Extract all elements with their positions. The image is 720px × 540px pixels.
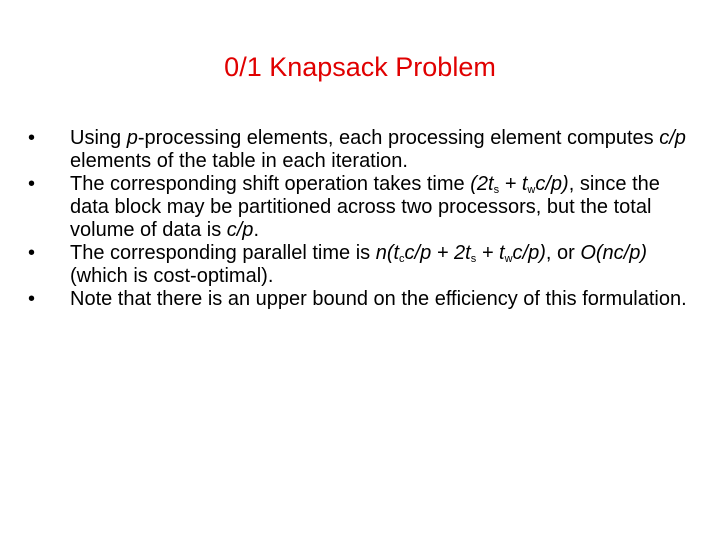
text-run: , or	[545, 242, 581, 264]
italic-run: c/p)	[512, 242, 546, 264]
italic-run: (2t	[470, 173, 494, 195]
text-run: (which is cost-optimal).	[70, 265, 274, 287]
subscript-run: s	[493, 184, 500, 196]
text-run: The corresponding shift operation takes time	[70, 173, 471, 195]
italic-run: c/p)	[535, 173, 569, 195]
italic-run: + t	[499, 173, 528, 195]
text-run: -processing elements, each processing element computes	[137, 127, 660, 149]
slide-title: 0/1 Knapsack Problem	[224, 52, 496, 82]
text-run: Using	[70, 127, 127, 149]
italic-run: c/p	[226, 219, 254, 241]
bullet-list	[28, 127, 698, 311]
bullet-marker: •	[28, 127, 36, 149]
subscript-run: w	[527, 184, 536, 196]
italic-run: p	[126, 127, 138, 149]
text-run: .	[253, 219, 259, 241]
bullet-item	[28, 173, 698, 242]
bullet-item	[28, 242, 698, 288]
bullet-text	[70, 288, 687, 310]
italic-run: + t	[476, 242, 505, 264]
bullet-item	[28, 127, 698, 173]
bullet-marker: •	[28, 173, 36, 195]
text-run: The corresponding parallel time is	[70, 242, 376, 264]
text-run: elements of the table in each iteration.	[70, 150, 408, 172]
bullet-text	[70, 173, 660, 241]
bullet-text	[70, 242, 647, 287]
italic-run: c/p + 2t	[404, 242, 471, 264]
bullet-marker: •	[28, 288, 36, 310]
subscript-run: w	[504, 253, 513, 265]
italic-run: O(nc/p)	[580, 242, 647, 264]
subscript-run: s	[470, 253, 477, 265]
text-run: Note that there is an upper bound on the efficiency of this formulation.	[70, 288, 687, 310]
bullet-item	[28, 288, 698, 311]
text-run: , since the data block may be partitioned across two processors, but the total volume of data is	[70, 173, 660, 241]
italic-run: n(t	[375, 242, 400, 264]
bullet-text	[70, 127, 686, 172]
subscript-run: c	[399, 253, 405, 265]
bullet-marker: •	[28, 242, 36, 264]
italic-run: c/p	[659, 127, 686, 149]
